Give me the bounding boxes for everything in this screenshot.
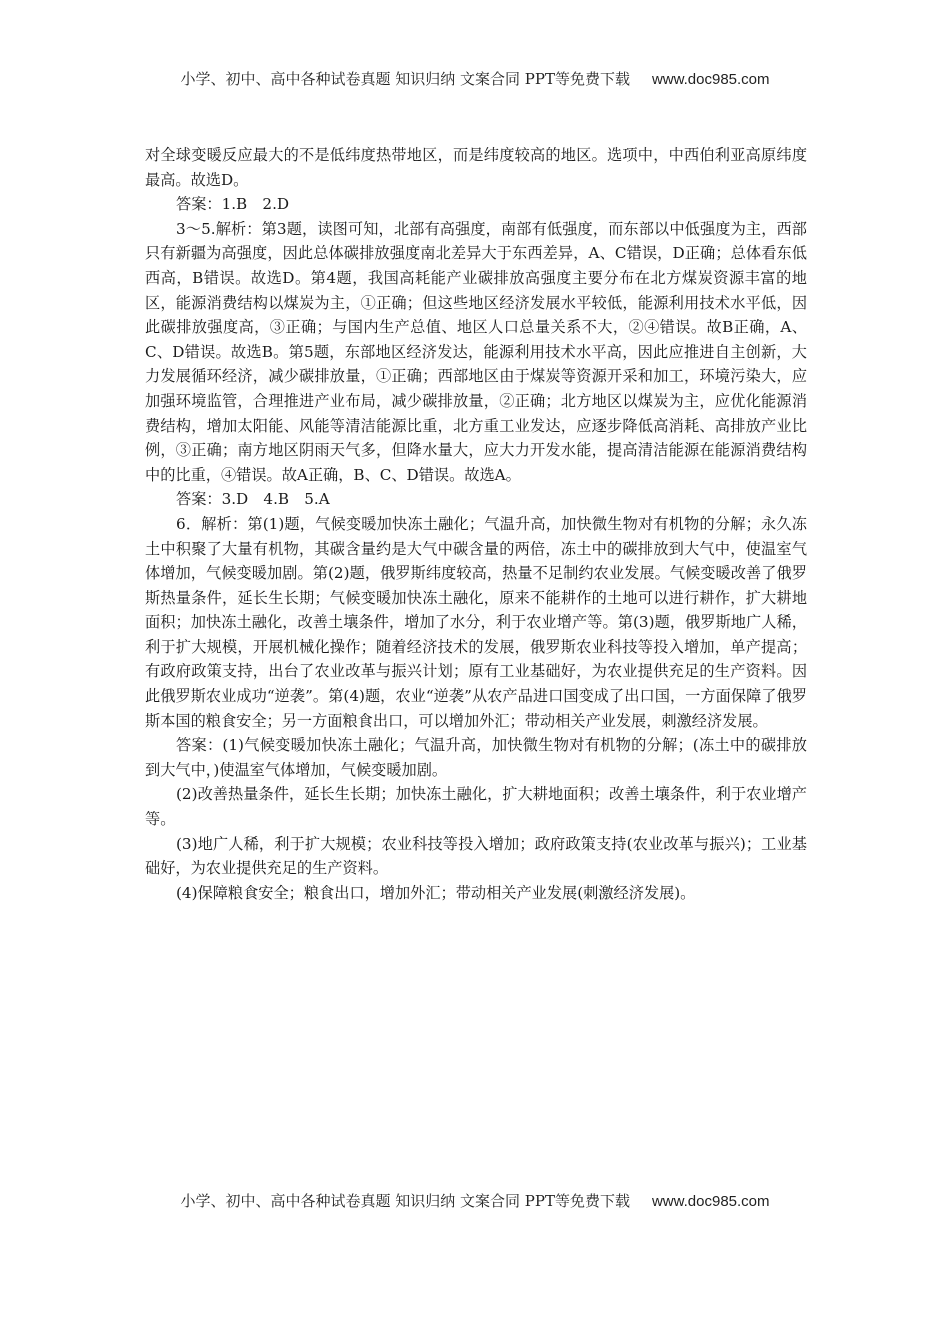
paragraph: 对全球变暖反应最大的不是低纬度热带地区，而是纬度较高的地区。选项中，中西伯利亚高原纬度最高。故选D。 <box>145 146 807 189</box>
answer-line: 答案：3.D 4.B 5.A <box>176 490 330 509</box>
answer-line: (3)地广人稀，利于扩大规模；农业科技等投入增加；政府政策支持(农业改革与振兴)；工业基础好，为农业提供充足的生产资料。 <box>145 834 807 878</box>
answer-line: (2)改善热量条件，延长生长期；加快冻土融化，扩大耕地面积；改善土壤条件，利于农业增产等。 <box>145 785 807 829</box>
answer-line: 答案：(1)气候变暖加快冻土融化；气温升高，加快微生物对有机物的分解；(冻土中的碳排放到大气中，)使温室气体增加，气候变暖加剧。 <box>145 736 807 779</box>
footer-site-link[interactable]: www.doc985.com <box>651 1193 770 1210</box>
answer-line: 答案：1.B 2.D <box>176 195 290 214</box>
header-site-link[interactable]: www.doc985.com <box>651 71 770 88</box>
answer-line: (4)保障粮食安全；粮食出口，增加外汇；带动相关产业发展(刺激经济发展)。 <box>176 883 696 902</box>
paragraph: 3～5.解析：第3题，读图可知，北部有高强度，南部有低强度，而东部以中低强度为主，西部只有新疆为高强度，因此总体碳排放强度南北差异大于东西差异，A、C错误，D正确；总体看东低西高，B错误。故选D。第4题，我国高耗能产业碳排放高强度主要分布在北方煤炭资源丰富的地区，能源消费结构以煤炭为主，①正确；但这些地区经济发展水平较低，能源利用技术水平低，因此碳排放强度高，③正确；与国内生产总值、地区人口总量关系不大，②④错误。故B正确，A、C、D错误。故选B。第5题，东部地区经济发达，能源利用技术水平高，因此应推进自主创新，大力发展循环经济，减少碳排放量，①正确；西部地区由于煤炭等资源开采和加工，环境污染大，应加强环境监管，合理推进产业布局，减少碳排放量，②正确；北方地区以煤炭为主，应优化能源消费结构，增加太阳能、风能等清洁能源比重，北方重工业发达，应逐步降低高消耗、高排放产业比例，③正确；南方地区阴雨天气多，但降水量大，应大力开发水能，提高清洁能源在能源消费结构中的比重，④错误。故A正确，B、C、D错误。故选A。 <box>145 219 807 484</box>
header-text: 小学、初中、高中各种试卷真题 知识归纳 文案合同 PPT等免费下载 <box>180 70 630 88</box>
page-footer <box>0 1190 950 1211</box>
footer-text: 小学、初中、高中各种试卷真题 知识归纳 文案合同 PPT等免费下载 <box>180 1192 630 1210</box>
page-header <box>0 68 950 89</box>
document-body <box>145 143 807 905</box>
paragraph: 6．解析：第(1)题，气候变暖加快冻土融化；气温升高，加快微生物对有机物的分解；永久冻土中积聚了大量有机物，其碳含量约是大气中碳含量的两倍，冻土中的碳排放到大气中，使温室气体增加，气候变暖加剧。第(2)题，俄罗斯纬度较高，热量不足制约农业发展。气候变暖改善了俄罗斯热量条件，延长生长期；气候变暖加快冻土融化，原来不能耕作的土地可以进行耕作，扩大耕地面积；加快冻土融化，改善土壤条件，增加了水分，利于农业增产等。第(3)题，俄罗斯地广人稀，利于扩大规模，开展机械化操作；随着经济技术的发展，俄罗斯农业科技等投入增加，单产提高；有政府政策支持，出台了农业改革与振兴计划；原有工业基础好，为农业提供充足的生产资料。因此俄罗斯农业成功“逆袭”。第(4)题，农业“逆袭”从农产品进口国变成了出口国，一方面保障了俄罗斯本国的粮食安全；另一方面粮食出口，可以增加外汇；带动相关产业发展，刺激经济发展。 <box>145 514 807 730</box>
